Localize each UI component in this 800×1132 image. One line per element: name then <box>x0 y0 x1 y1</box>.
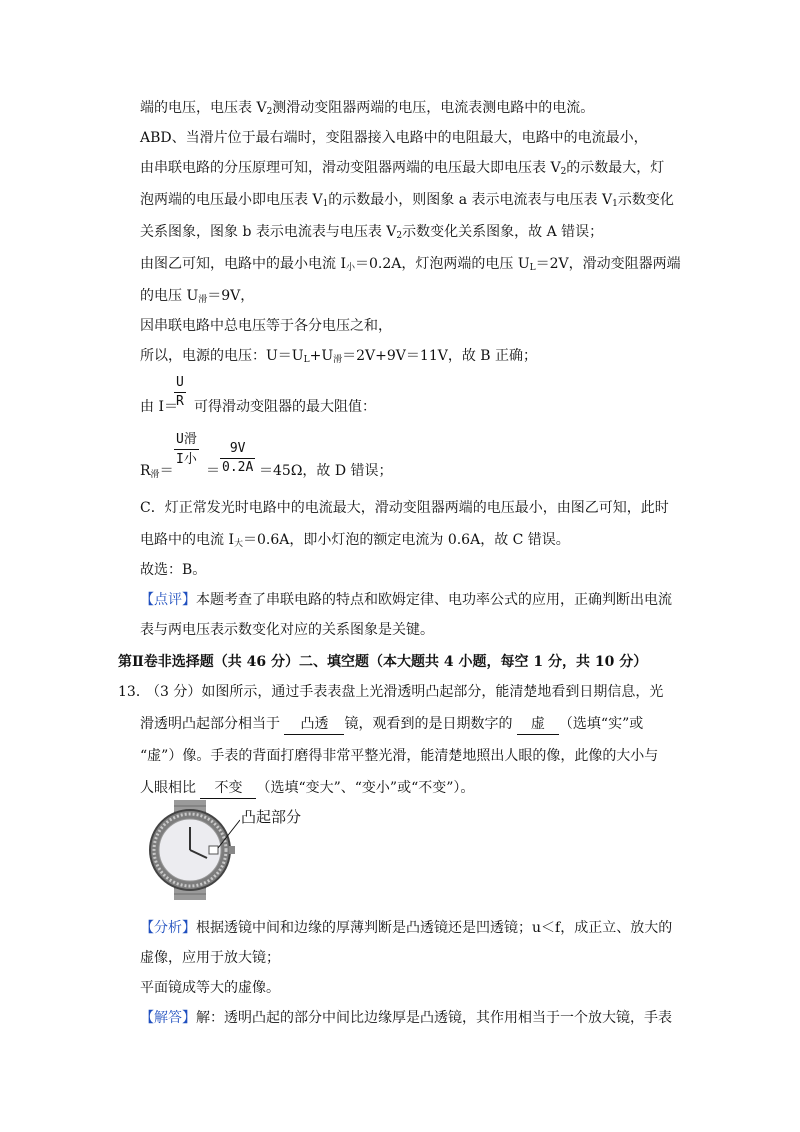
text-line: 由串联电路的分压原理可知，滑动变阻器两端的电压最大即电压表 $V_2$的示数最大，灯 <box>140 160 665 177</box>
question-number: 13． <box>118 684 150 700</box>
analysis-tag: 【分析】 <box>140 920 196 936</box>
text-line: 【解答】解：透明凸起的部分中间比边缘厚是凸透镜，其作用相当于一个放大镜，手表 <box>140 1010 672 1026</box>
text-line: 人眼相比 不变 （选填“变大”、“变小”或“不变”）。 <box>140 778 474 799</box>
text-line: 关系图象，图象 b 表示电流表与电压表 $V_2$示数变化关系图象，故 A 错误； <box>140 224 604 241</box>
text-line: 【点评】本题考查了串联电路的特点和欧姆定律、电功率公式的应用，正确判断出电流 <box>140 592 672 608</box>
text-line: 由图乙可知，电路中的最小电流 $I_小=0.2A$，灯泡两端的电压 $U_L=2V$，滑动变阻器两端 <box>140 256 681 273</box>
text-line: 电路中的电流 $I_大=0.6A$，即小灯泡的额定电流为 0.6A，故 C 错误。 <box>140 532 570 549</box>
text-line: 所以，电源的电压：$U=U_L+U_滑=2V+9V=11V$，故 B 正确； <box>140 348 538 365</box>
text-line: ＝ <box>206 463 220 479</box>
text-line: 因串联电路中总电压等于各分电压之和， <box>140 318 392 334</box>
text-line: 虚像，应用于放大镜； <box>140 950 280 966</box>
text-line: 故选：B。 <box>140 562 207 578</box>
text-line: ＝45Ω，故 D 错误； <box>259 463 393 479</box>
text-line: C．灯正常发光时电路中的电流最大，滑动变阻器两端的电压最小，由图乙可知，此时 <box>140 500 669 516</box>
fraction-9v-over-02a: $\frac{9V}{0.2A}$ <box>222 441 254 475</box>
wristwatch-image <box>140 800 240 900</box>
answer-blank: 虚 <box>517 714 559 735</box>
callout-label: 凸起部分 <box>241 808 302 826</box>
fraction-u-over-r: $\frac{U}{R}$ <box>176 375 184 409</box>
text-line: 的电压 $U_滑=9V$， <box>140 288 255 305</box>
review-tag: 【点评】 <box>140 592 196 608</box>
text-line: 平面镜成等大的虚像。 <box>140 980 280 996</box>
text-line: 滑透明凸起部分相当于 凸透 镜，观看到的是日期数字的 虚 （选填“实”或 <box>140 714 643 735</box>
text-line: 由 I＝ 可得滑动变阻器的最大阻值： <box>140 399 376 415</box>
text-line: （3 分）如图所示，通过手表表盘上光滑透明凸起部分，能清楚地看到日期信息，光 <box>146 684 664 700</box>
text-line: 表与两电压表示数变化对应的关系图象是关键。 <box>140 622 434 638</box>
text-line: 泡两端的电压最小即电压表 $V_1$的示数最小，则图象 a 表示电流表与电压表 $V_1$示数变化 <box>140 192 674 209</box>
answer-blank: 不变 <box>200 778 256 799</box>
section-heading: 第Ⅱ卷非选择题（共 46 分）二、填空题（本大题共 4 小题，每空 1 分，共 10 分） <box>118 654 648 670</box>
text-line: “虚”）像。手表的背面打磨得非常平整光滑，能清楚地照出人眼的像，此像的大小与 <box>140 748 659 764</box>
text-line: $R_滑=$ <box>140 463 174 480</box>
fraction-u-over-i: U滑 I小 <box>176 432 197 467</box>
text-line: 端的电压，电压表 $V_2$测滑动变阻器两端的电压，电流表测电路中的电流。 <box>140 100 595 117</box>
answer-tag: 【解答】 <box>140 1010 196 1026</box>
text-line: 【分析】根据透镜中间和边缘的厚薄判断是凸透镜还是凹透镜；u＜f，成正立、放大的 <box>140 920 673 936</box>
answer-blank: 凸透 <box>284 714 344 735</box>
text-line: ABD、当滑片位于最右端时，变阻器接入电路中的电阻最大，电路中的电流最小， <box>140 130 648 146</box>
